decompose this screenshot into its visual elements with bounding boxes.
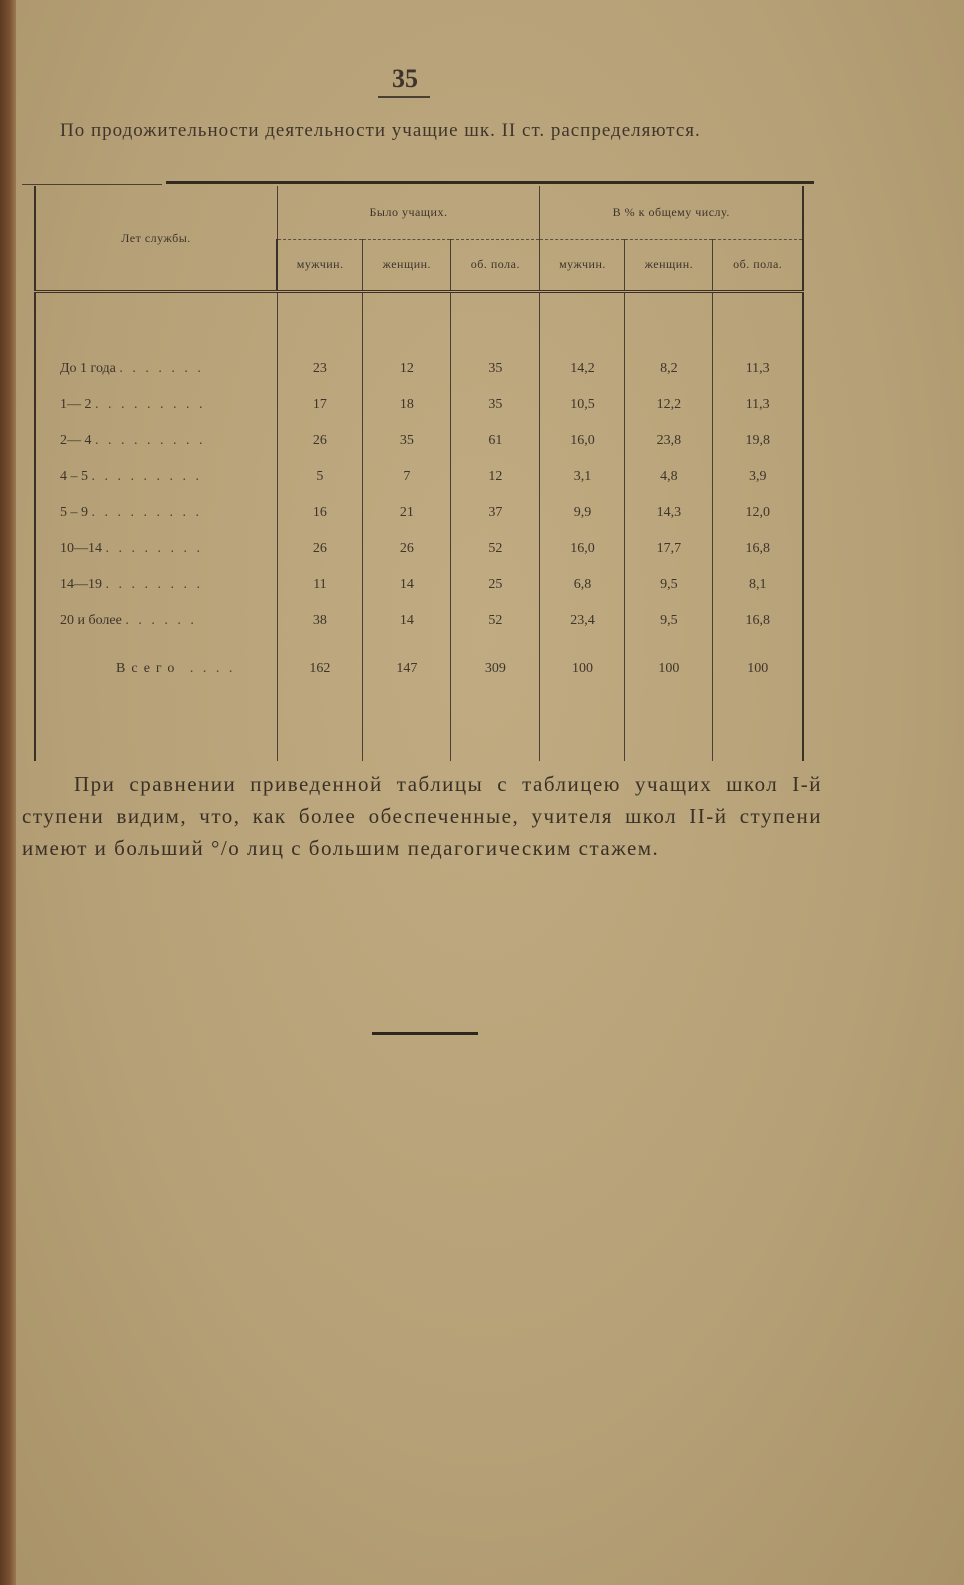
row-label: 20 и более . . . . . . bbox=[35, 603, 277, 639]
total-both-count: 309 bbox=[451, 639, 540, 699]
table-row bbox=[35, 459, 803, 495]
cell-women-count: 18 bbox=[363, 387, 451, 423]
cell-both-percent: 16,8 bbox=[713, 531, 803, 567]
section-end-rule bbox=[372, 1032, 478, 1035]
table-row bbox=[35, 351, 803, 387]
cell-men-percent: 10,5 bbox=[540, 387, 625, 423]
cell-women-percent: 14,3 bbox=[625, 495, 713, 531]
cell-both-percent: 19,8 bbox=[713, 423, 803, 459]
table-row bbox=[35, 531, 803, 567]
header-sub-both-count: об. пола. bbox=[451, 239, 540, 292]
cell-men-count: 11 bbox=[277, 567, 363, 603]
cell-both-count: 12 bbox=[451, 459, 540, 495]
cell-women-percent: 12,2 bbox=[625, 387, 713, 423]
table-total-row bbox=[35, 639, 803, 699]
cell-both-count: 35 bbox=[451, 387, 540, 423]
cell-men-count: 16 bbox=[277, 495, 363, 531]
cell-both-percent: 3,9 bbox=[713, 459, 803, 495]
header-sub-both-percent: об. пола. bbox=[713, 239, 803, 292]
header-label-column: Лет службы. bbox=[35, 186, 277, 292]
cell-men-count: 26 bbox=[277, 531, 363, 567]
cell-both-count: 61 bbox=[451, 423, 540, 459]
cell-men-count: 38 bbox=[277, 603, 363, 639]
cell-both-percent: 8,1 bbox=[713, 567, 803, 603]
cell-men-percent: 14,2 bbox=[540, 351, 625, 387]
book-spine bbox=[0, 0, 16, 1585]
total-label: Всего . . . . bbox=[35, 639, 277, 699]
cell-men-percent: 16,0 bbox=[540, 423, 625, 459]
cell-both-count: 25 bbox=[451, 567, 540, 603]
cell-women-count: 35 bbox=[363, 423, 451, 459]
cell-women-count: 21 bbox=[363, 495, 451, 531]
cell-both-count: 37 bbox=[451, 495, 540, 531]
cell-both-percent: 12,0 bbox=[713, 495, 803, 531]
cell-women-percent: 4,8 bbox=[625, 459, 713, 495]
cell-both-count: 35 bbox=[451, 351, 540, 387]
cell-both-percent: 11,3 bbox=[713, 387, 803, 423]
total-women-count: 147 bbox=[363, 639, 451, 699]
cell-men-percent: 3,1 bbox=[540, 459, 625, 495]
intro-text: По продожительности деятельности учащие шк. II ст. распределяются. bbox=[60, 120, 701, 141]
total-women-percent: 100 bbox=[625, 639, 713, 699]
cell-women-count: 26 bbox=[363, 531, 451, 567]
cell-men-count: 5 bbox=[277, 459, 363, 495]
header-sub-women-count: женщин. bbox=[363, 239, 451, 292]
row-label: 14—19 . . . . . . . . bbox=[35, 567, 277, 603]
table-row bbox=[35, 387, 803, 423]
table-top-rule bbox=[166, 181, 814, 184]
row-label: 5 – 9 . . . . . . . . . bbox=[35, 495, 277, 531]
table-row bbox=[35, 423, 803, 459]
cell-both-count: 52 bbox=[451, 531, 540, 567]
header-sub-men-percent: мужчин. bbox=[540, 239, 625, 292]
cell-men-count: 17 bbox=[277, 387, 363, 423]
header-group-counts: Было учащих. bbox=[277, 186, 540, 239]
cell-both-percent: 11,3 bbox=[713, 351, 803, 387]
page-number-rule bbox=[378, 96, 430, 98]
table-row bbox=[35, 603, 803, 639]
row-label: 10—14 . . . . . . . . bbox=[35, 531, 277, 567]
header-sub-men-count: мужчин. bbox=[277, 239, 363, 292]
cell-women-percent: 9,5 bbox=[625, 567, 713, 603]
cell-men-percent: 16,0 bbox=[540, 531, 625, 567]
row-label: До 1 года . . . . . . . bbox=[35, 351, 277, 387]
table-row bbox=[35, 567, 803, 603]
cell-women-percent: 8,2 bbox=[625, 351, 713, 387]
total-men-count: 162 bbox=[277, 639, 363, 699]
row-label: 2— 4 . . . . . . . . . bbox=[35, 423, 277, 459]
cell-men-percent: 9,9 bbox=[540, 495, 625, 531]
cell-women-percent: 23,8 bbox=[625, 423, 713, 459]
cell-women-count: 14 bbox=[363, 567, 451, 603]
page-number: 35 bbox=[392, 64, 418, 93]
cell-women-percent: 17,7 bbox=[625, 531, 713, 567]
cell-women-count: 12 bbox=[363, 351, 451, 387]
total-both-percent: 100 bbox=[713, 639, 803, 699]
cell-both-count: 52 bbox=[451, 603, 540, 639]
total-men-percent: 100 bbox=[540, 639, 625, 699]
cell-women-percent: 9,5 bbox=[625, 603, 713, 639]
cell-men-count: 23 bbox=[277, 351, 363, 387]
header-sub-women-percent: женщин. bbox=[625, 239, 713, 292]
table-row bbox=[35, 495, 803, 531]
conclusion-paragraph: При сравнении приведенной таблицы с таблицею учащих школ I-й ступени видим, что, как более обеспеченные, учителя школ II-й ступени имеют и больший °/о лиц с большим педагогическим стажем. bbox=[22, 772, 822, 860]
service-years-table bbox=[34, 186, 804, 726]
cell-women-count: 14 bbox=[363, 603, 451, 639]
cell-women-count: 7 bbox=[363, 459, 451, 495]
intro-underline bbox=[22, 184, 162, 185]
header-group-percent: В % к общему числу. bbox=[540, 186, 803, 239]
cell-both-percent: 16,8 bbox=[713, 603, 803, 639]
row-label: 4 – 5 . . . . . . . . . bbox=[35, 459, 277, 495]
cell-men-count: 26 bbox=[277, 423, 363, 459]
row-label: 1— 2 . . . . . . . . . bbox=[35, 387, 277, 423]
cell-men-percent: 23,4 bbox=[540, 603, 625, 639]
cell-men-percent: 6,8 bbox=[540, 567, 625, 603]
